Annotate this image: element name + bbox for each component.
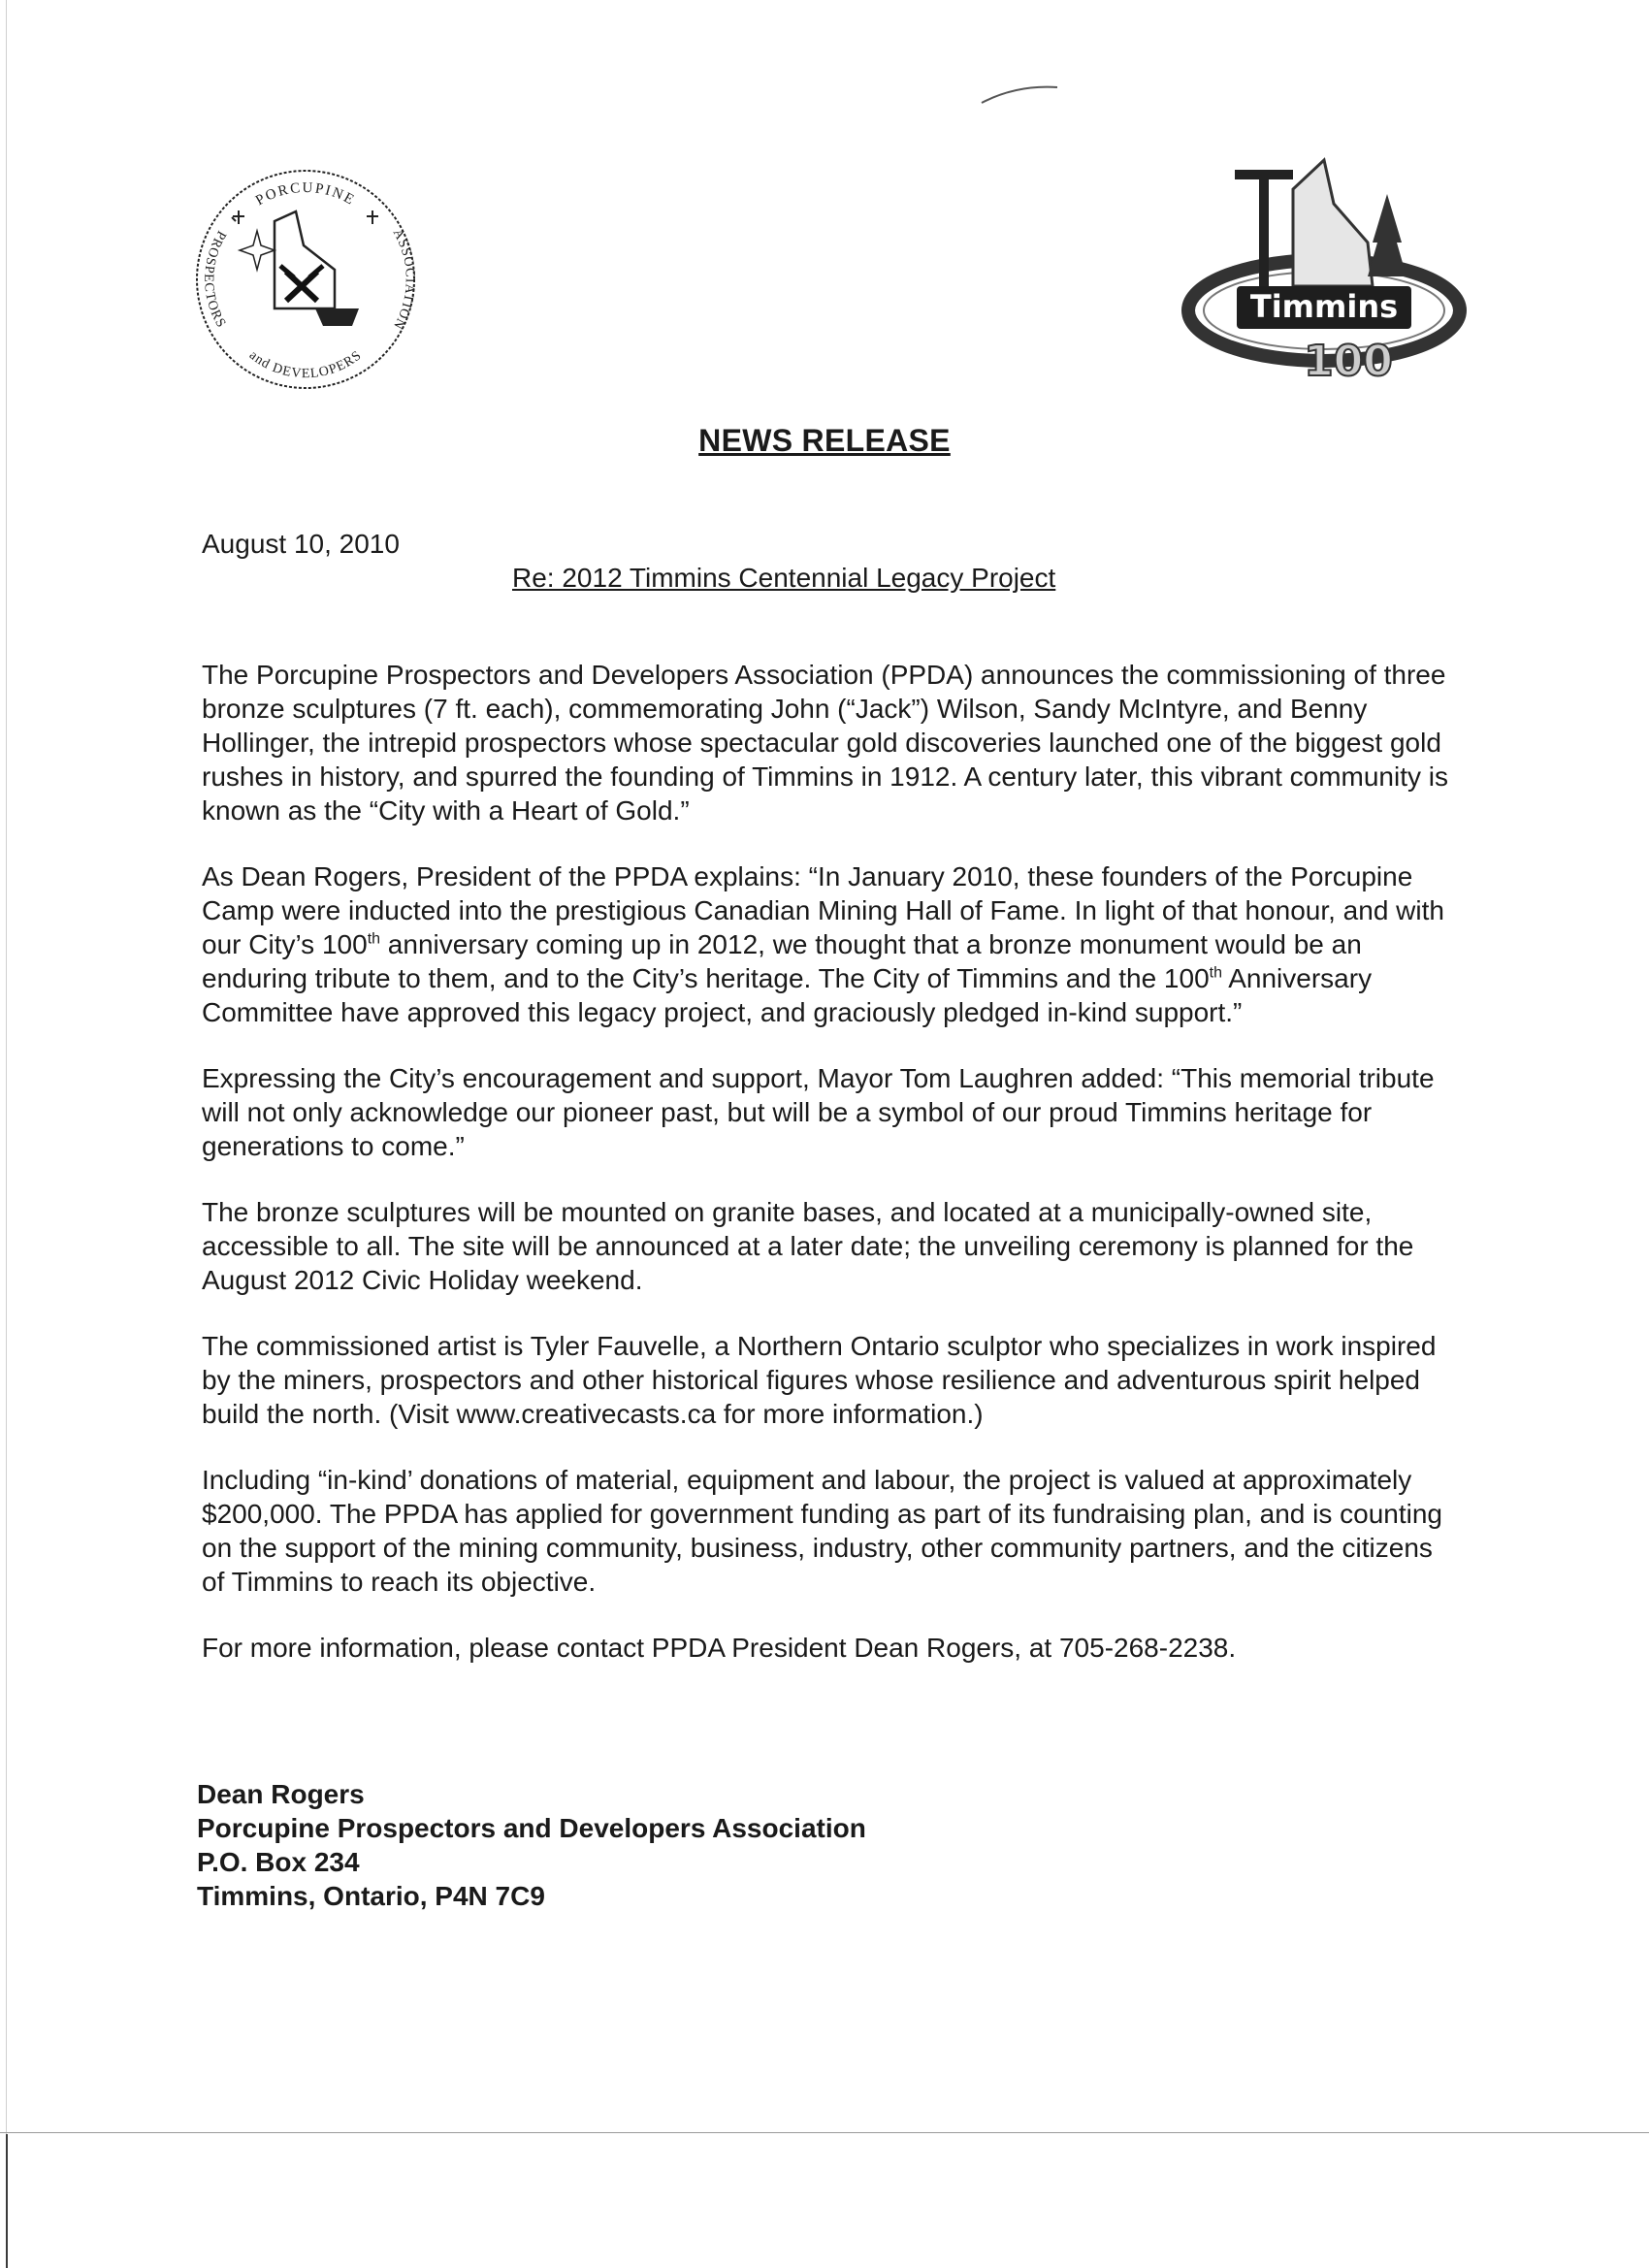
timmins-100-logo [1179,150,1470,393]
text-span: As Dean Rogers, President of the PPDA explains: “In January 2010, these founders of the Porcupine Camp were inducted into the prestigious Canadian Mining Hall of Fame. In light of that honour, and with our City’s 100 [202,861,1444,959]
release-date: August 10, 2010 [202,529,400,559]
svg-text:and DEVELOPERS: and DEVELOPERS [245,347,366,382]
signature-po-box: P.O. Box 234 [197,1847,360,1877]
scan-edge [6,2134,8,2268]
scan-edge [0,2132,1649,2133]
svg-text:ASSOCIATION: ASSOCIATION [389,226,417,333]
ordinal-suffix: th [367,930,381,948]
paragraph-announcement: The Porcupine Prospectors and Developers Association (PPDA) announces the commissioning of three bronze sculptures (7 ft. each), commemorating John (“Jack”) Wilson, Sandy McIntyre, and Benny Hollinger, the intrepid prospectors whose spectacular gold discoveries launched one of the biggest gold rushes in history, and spurred the founding of Timmins in 1912. A century later, this vibrant community is known as the “City with a Heart of Gold.” [202,660,1449,826]
paragraph-contact: For more information, please contact PPDA President Dean Rogers, at 705-268-2238. [202,1633,1237,1663]
paragraph-funding: Including “in-kind’ donations of material, equipment and labour, the project is valued at approximately $200,000. The PPDA has applied for government funding as part of its fundraising plan, and is counting on the support of the mining community, business, industry, other community partners, and the citizens of Timmins to reach its objective. [202,1465,1442,1597]
text-span: Anniversary Committee have approved this legacy project, and graciously pledged in-kind support.” [202,963,1373,1027]
svg-text:Timmins: Timmins [1249,288,1399,325]
scan-edge [6,0,7,2268]
subject-line: Re: 2012 Timmins Centennial Legacy Project [512,563,1056,593]
ordinal-suffix: th [1209,964,1222,982]
signature-city: Timmins, Ontario, P4N 7C9 [197,1881,545,1911]
text-span: anniversary coming up in 2012, we thought that a bronze monument would be an enduring tribute to them, and to the City’s heritage. The City of Timmins and the 100 [202,929,1362,993]
ppda-logo [189,163,422,396]
signature-name: Dean Rogers [197,1779,365,1809]
paragraph-artist: The commissioned artist is Tyler Fauvelle, a Northern Ontario sculptor who specializes in work inspired by the miners, prospectors and other historical figures whose resilience and adventurous spirit helped build the north. (Visit www.creativecasts.ca for more information.) [202,1331,1437,1429]
scan-mark-icon [980,80,1067,109]
signature-block [197,1777,866,1913]
svg-text:PROSPECTORS: PROSPECTORS [201,228,229,331]
svg-text:PORCUPINE: PORCUPINE [253,179,358,210]
page-title: NEWS RELEASE [698,423,951,458]
release-body [202,658,1463,1697]
paragraph-president-quote [202,859,1463,1029]
signature-organization: Porcupine Prospectors and Developers Association [197,1813,866,1843]
svg-text:100: 100 [1304,337,1393,386]
paragraph-mayor-quote: Expressing the City’s encouragement and support, Mayor Tom Laughren added: “This memorial tribute will not only acknowledge our pioneer past, but will be a symbol of our proud Timmins heritage for generations to come.” [202,1063,1435,1161]
paragraph-location: The bronze sculptures will be mounted on granite bases, and located at a municipally-owned site, accessible to all. The site will be announced at a later date; the unveiling ceremony is planned for the August 2012 Civic Holiday weekend. [202,1197,1414,1295]
